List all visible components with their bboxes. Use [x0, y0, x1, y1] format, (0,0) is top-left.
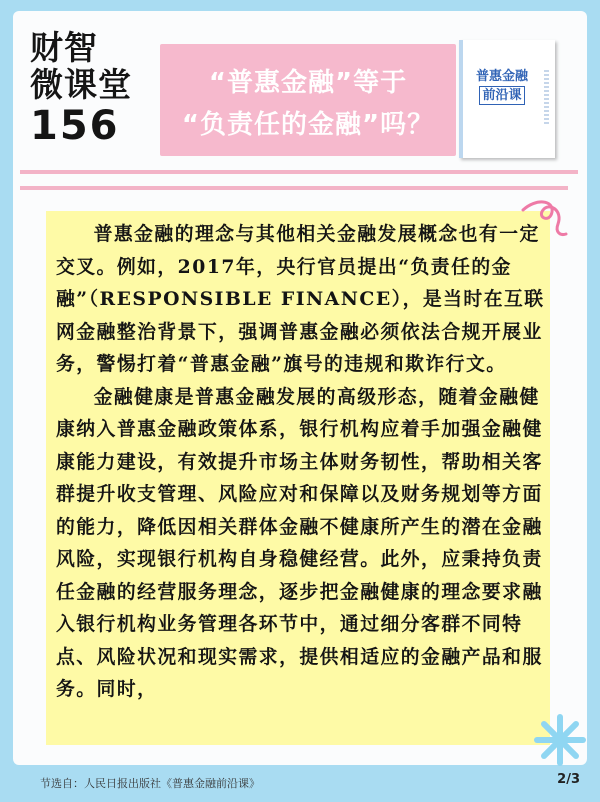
article-body — [56, 218, 546, 706]
paragraph-1: 普惠金融的理念与其他相关金融发展概念也有一定交叉。例如，2017年，央行官员提出“负责任的金融”（RESPONSIBLE FINANCE），是当时在互联网金融整治背景下，强调普惠金融必须依法合规开展业务，警惕打着“普惠金融”旗号的违规和欺诈行文。 — [56, 223, 545, 375]
page-indicator: 2/3 — [557, 772, 580, 787]
sparkle-star-icon — [532, 712, 588, 768]
book-cover-image — [459, 40, 555, 158]
book-title — [471, 68, 533, 105]
headline-box — [160, 44, 456, 156]
brand-line-2: 微课堂 — [30, 64, 132, 104]
episode-number: 156 — [30, 102, 120, 149]
headline-line-2: “负责任的金融”吗？ — [181, 110, 435, 140]
brand-line-1: 财智 — [30, 28, 98, 67]
source-note: 节选自：人民日报出版社《普惠金融前沿课》 — [40, 777, 260, 790]
divider-stripe-top — [20, 170, 578, 174]
series-brand — [30, 30, 160, 149]
book-side-decoration — [544, 70, 549, 125]
headline-line-1: “普惠金融”等于 — [208, 68, 408, 98]
book-title-line-1: 普惠金融 — [475, 69, 528, 84]
paragraph-2: 金融健康是普惠金融发展的高级形态，随着金融健康纳入普惠金融政策体系，银行机构应着手加强金融健康能力建设，有效提升市场主体财务韧性，帮助相关客群提升收支管理、风险应对和保障以及财务规划等方面的能力，降低因相关群体金融不健康所产生的潜在金融风险，实现银行机构自身稳健经营。此外，应秉持负责任金融的经营服务理念，逐步把金融健康的理念要求融入银行机构业务管理各环节中，通过细分客群不同特点、风险状况和现实需求，提供相适应的金融产品和服务。同时， — [56, 385, 543, 700]
divider-stripe-bottom — [20, 186, 568, 190]
book-title-line-2: 前沿课 — [479, 86, 524, 106]
